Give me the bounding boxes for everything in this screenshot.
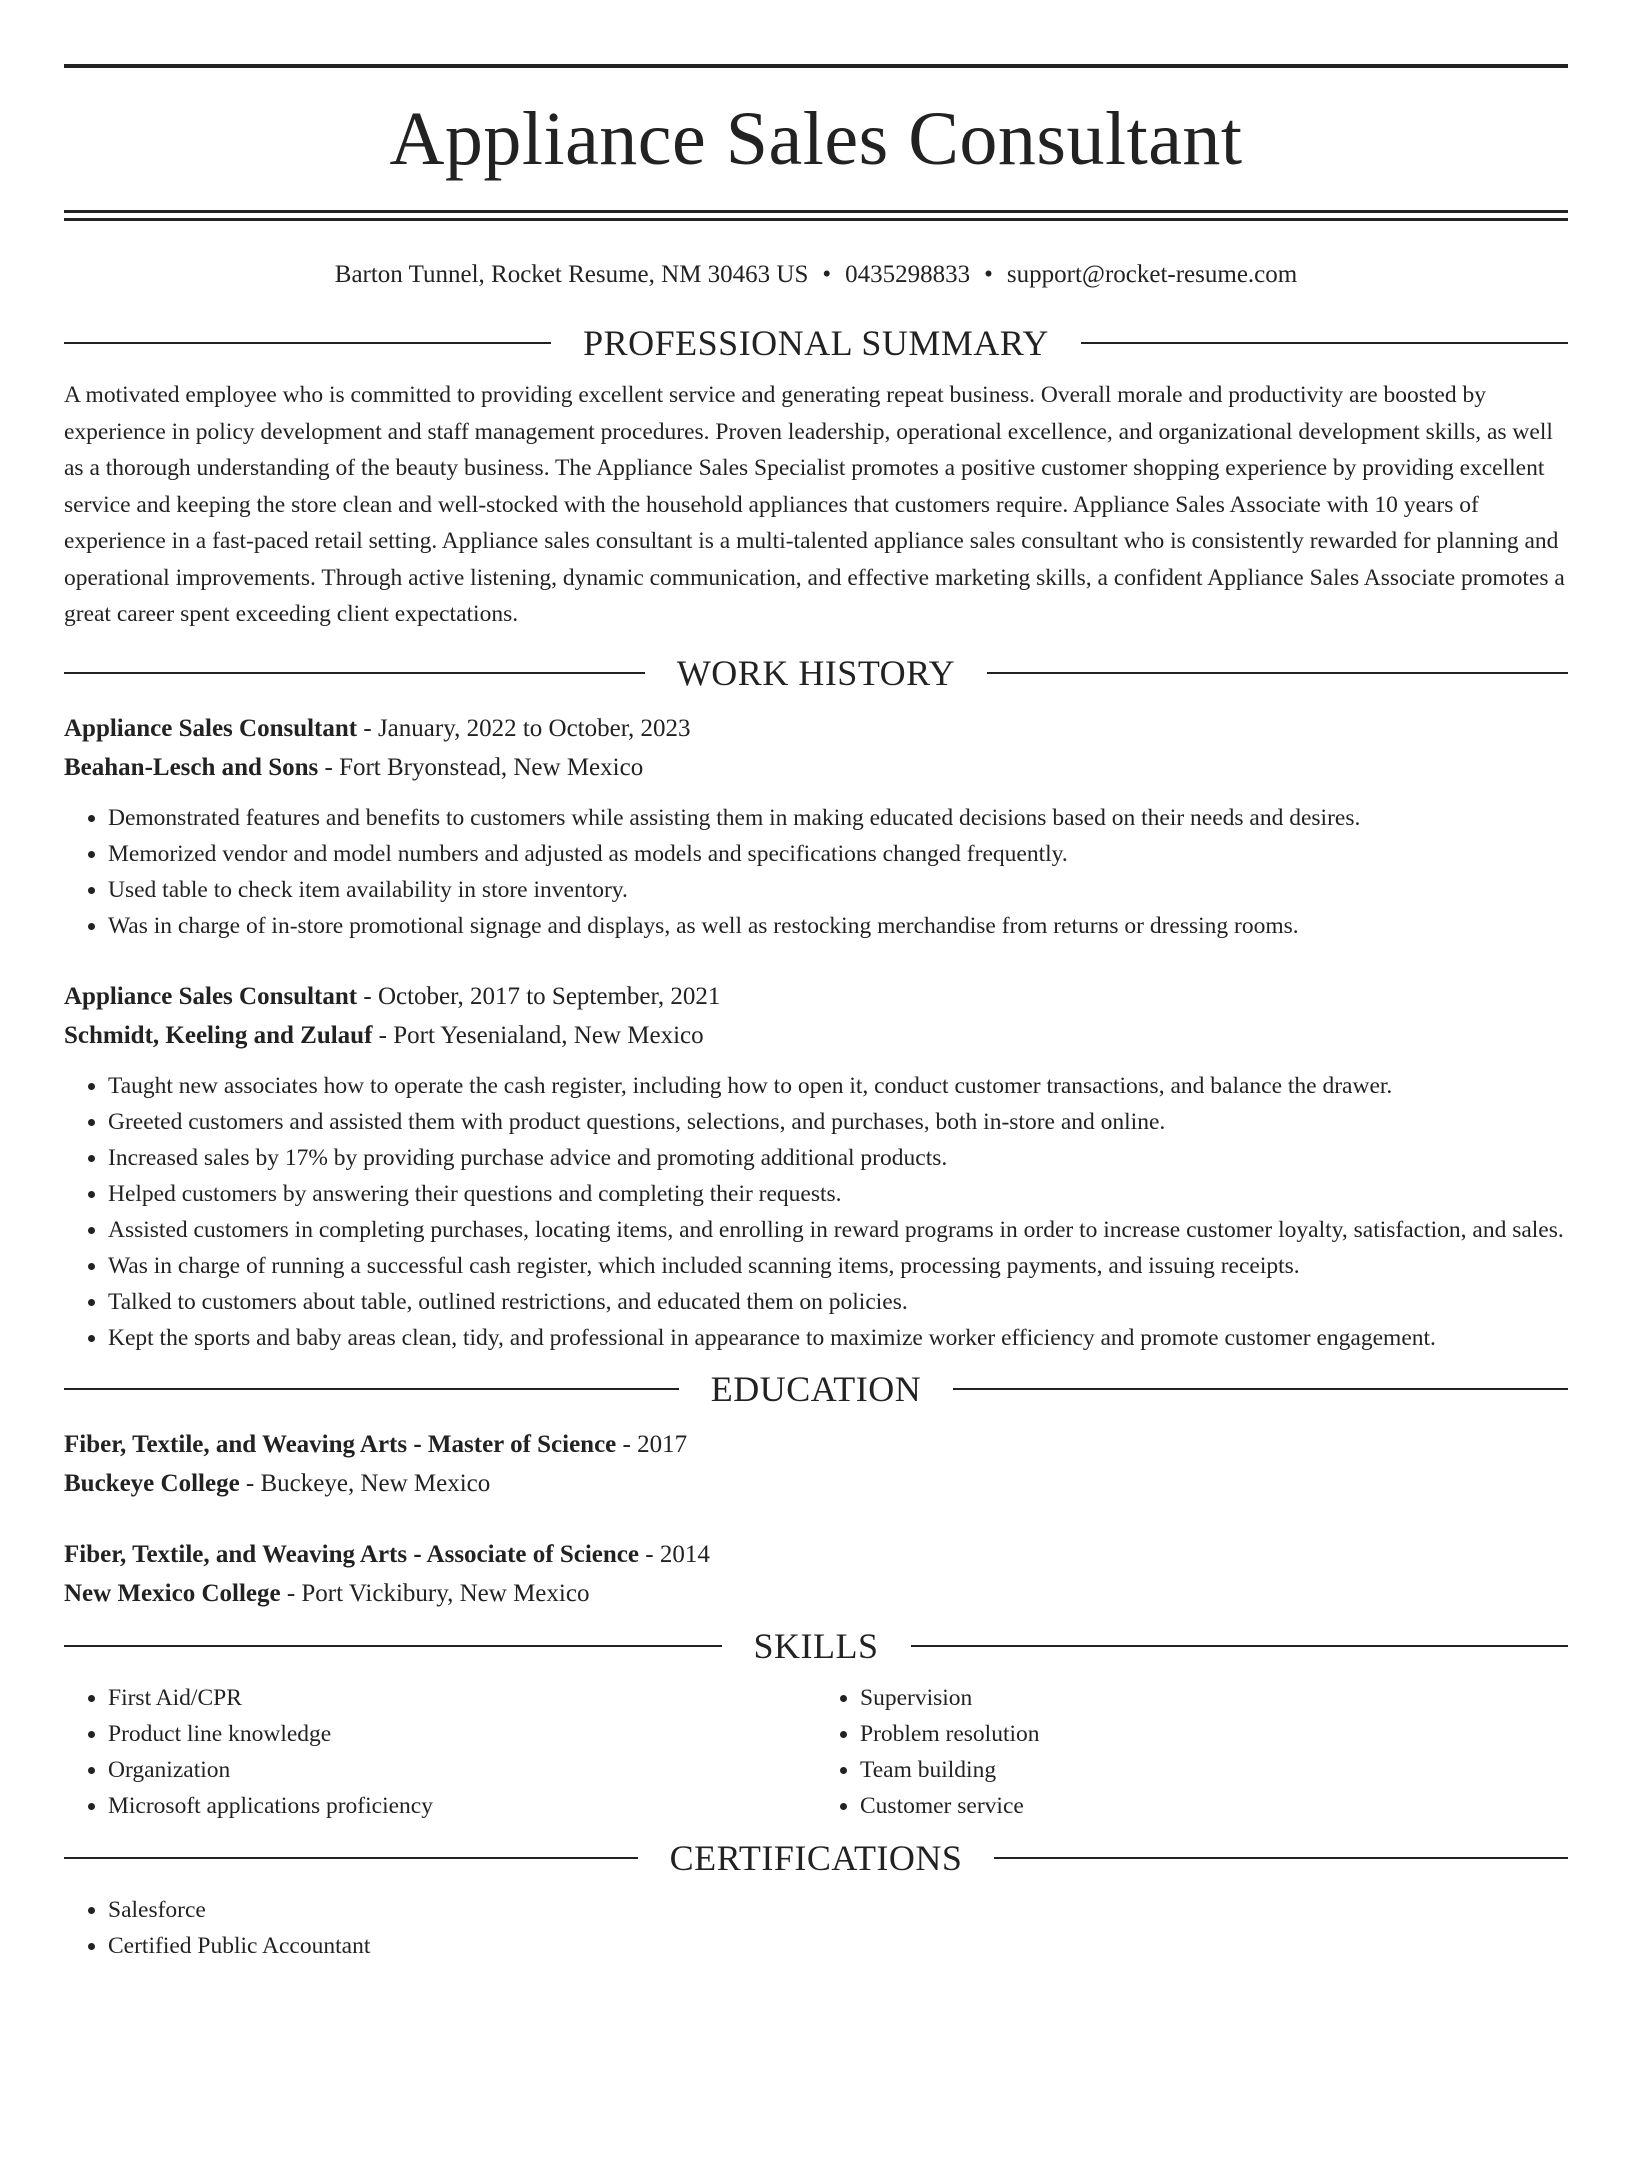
heading-rule [64,1857,638,1859]
section-heading-summary [64,322,1568,364]
summary-paragraph: A motivated employee who is committed to providing excellent service and generating repeat business. Overall morale and productivity are boosted by experience in policy development and staff management procedures. Proven leadership, operational excellence, and organizational development skills, as well as a thorough understanding of the beauty business. The Appliance Sales Specialist promotes a positive customer shopping experience by providing excellent service and keeping the store clean and well-stocked with the household appliances that customers require. Appliance Sales Associate with 10 years of experience in a fast-paced retail setting. Appliance sales consultant is a multi-talented appliance sales consultant who is consistently rewarded for planning and operational improvements. Through active listening, dynamic communication, and effective marketing skills, a confident Appliance Sales Associate promotes a great career spent exceeding client expectations. [64,382,1565,627]
job-company: Beahan-Lesch and Sons [64,753,319,781]
heading-rule [911,1645,1569,1647]
school-line [64,1574,1568,1613]
job-entry [64,977,1568,1356]
job-bullets [64,800,1568,944]
job-company-line [64,748,1568,787]
list-item: • Memorized vendor and model numbers and adjusted as models and specifications changed frequently. [108,836,1568,872]
job-title-line [64,709,1568,748]
education-entry [64,1535,1568,1613]
heading-rule [64,342,551,344]
list-item: • Demonstrated features and benefits to customers while assisting them in making educated decisions based on their needs and desires. [108,800,1568,836]
heading-rule [953,1388,1568,1390]
list-item: • Microsoft applications proficiency [108,1788,816,1824]
job-role: Appliance Sales Consultant [64,982,358,1010]
section-title: EDUCATION [710,1368,922,1409]
job-title-line [64,977,1568,1016]
job-entry [64,709,1568,944]
degree-year: - 2017 [616,1430,688,1458]
resume-page [0,64,1632,2176]
contact-address: Barton Tunnel, Rocket Resume, NM 30463 US [334,261,809,288]
degree: Fiber, Textile, and Weaving Arts - Master of Science [64,1430,617,1458]
section-heading-work-history [64,652,1568,694]
heading-rule [987,672,1568,674]
contact-line [64,258,1568,292]
list-item: • Taught new associates how to operate the cash register, including how to open it, conduct customer transactions, and balance the drawer. [108,1068,1568,1104]
contact-email: support@rocket-resume.com [1006,261,1298,288]
degree-year: - 2014 [639,1540,710,1568]
list-item: • Team building [860,1752,1568,1788]
degree-line [64,1425,1568,1464]
list-item: • Problem resolution [860,1716,1568,1752]
job-location: - Fort Bryonstead, New Mexico [318,753,644,781]
job-company-line [64,1016,1568,1055]
list-item: • Greeted customers and assisted them with product questions, selections, and purchases, both in-store and online. [108,1104,1568,1140]
job-company: Schmidt, Keeling and Zulauf [64,1021,373,1049]
list-item: • Was in charge of running a successful cash register, which included scanning items, processing payments, and issuing receipts. [108,1248,1568,1284]
contact-separator: • [822,261,832,288]
job-role: Appliance Sales Consultant [64,714,358,742]
heading-rule [64,1388,679,1390]
section-title: WORK HISTORY [676,652,956,693]
list-item: • Was in charge of in-store promotional signage and displays, as well as restocking merchandise from returns or dressing rooms. [108,908,1568,944]
section-title: CERTIFICATIONS [669,1837,963,1878]
list-item: • Organization [108,1752,816,1788]
job-dates: - October, 2017 to September, 2021 [357,982,721,1010]
section-title: SKILLS [753,1625,879,1666]
list-item: • Supervision [860,1680,1568,1716]
job-bullets [64,1068,1568,1356]
heading-rule [64,672,645,674]
page-title: Appliance Sales Consultant [389,97,1243,181]
list-item: • Increased sales by 17% by providing purchase advice and promoting additional products. [108,1140,1568,1176]
heading-rule [64,1645,722,1647]
school-line [64,1464,1568,1503]
list-item: • Salesforce [108,1892,1568,1928]
school-location: - Buckeye, New Mexico [239,1469,491,1497]
contact-separator: • [984,261,993,288]
section-title: PROFESSIONAL SUMMARY [583,323,1049,363]
school: New Mexico College [64,1579,281,1607]
school: Buckeye College [64,1469,240,1497]
school-location: - Port Vickibury, New Mexico [280,1579,590,1607]
section-heading-skills [64,1625,1568,1667]
job-location: - Port Yesenialand, New Mexico [372,1021,704,1049]
skills-list-right [816,1680,1568,1824]
list-item: • Assisted customers in completing purchases, locating items, and enrolling in reward programs in order to increase customer loyalty, satisfaction, and sales. [108,1212,1568,1248]
certifications-list [64,1892,1568,1964]
heading-rule [994,1857,1568,1859]
degree-line [64,1535,1568,1574]
list-item: • Helped customers by answering their questions and completing their requests. [108,1176,1568,1212]
education-entry [64,1425,1568,1503]
list-item: • Used table to check item availability in store inventory. [108,872,1568,908]
section-heading-education [64,1368,1568,1410]
title-double-rule [64,210,1568,221]
skills-list-left [64,1680,816,1824]
list-item: • First Aid/CPR [108,1680,816,1716]
skills-columns [64,1680,1568,1824]
contact-phone: 0435298833 [845,261,971,288]
list-item: • Product line knowledge [108,1716,816,1752]
list-item: • Kept the sports and baby areas clean, tidy, and professional in appearance to maximize worker efficiency and promote customer engagement. [108,1320,1568,1356]
heading-rule [1081,342,1568,344]
degree: Fiber, Textile, and Weaving Arts - Associate of Science [64,1540,639,1568]
job-dates: - January, 2022 to October, 2023 [357,714,691,742]
section-heading-certifications [64,1837,1568,1879]
list-item: • Talked to customers about table, outlined restrictions, and educated them on policies. [108,1284,1568,1320]
list-item: • Certified Public Accountant [108,1928,1568,1964]
list-item: • Customer service [860,1788,1568,1824]
